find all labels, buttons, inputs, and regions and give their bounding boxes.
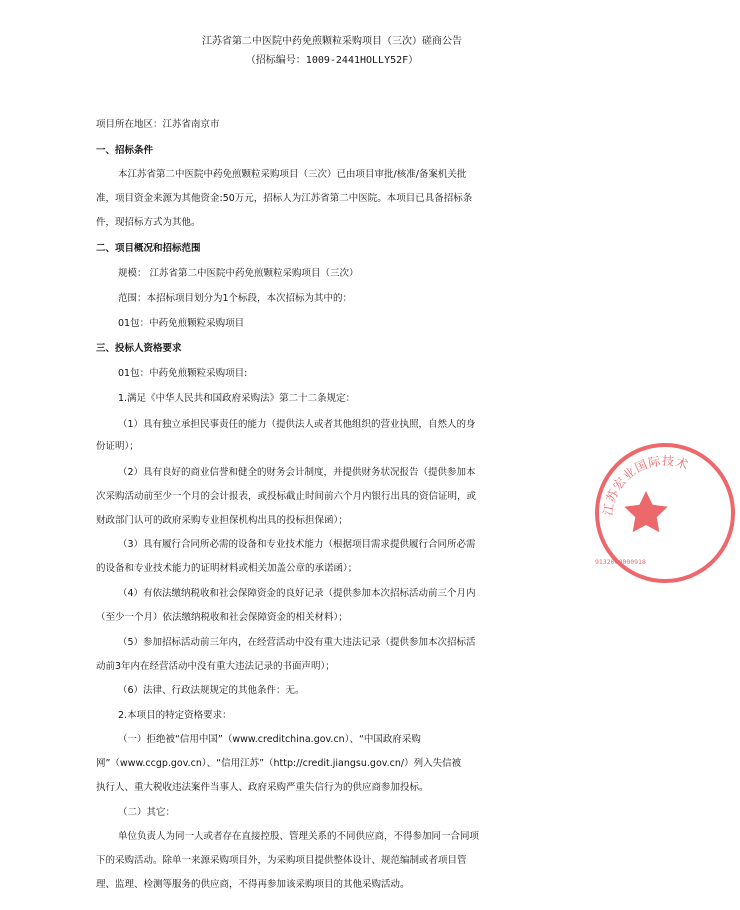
paragraph-line: 的设备和专业技术能力的证明材料或相关加盖公章的承诺函）；	[96, 563, 358, 574]
paragraph-line: 01包：中药免煎颗粒采购项目	[118, 318, 245, 329]
paragraph-line: 件，现招标方式为其他。	[96, 217, 201, 228]
paragraph-line: （5）参加招标活动前三年内，在经营活动中没有重大违法记录（提供参加本次招标活	[118, 637, 476, 648]
paragraph-line: （至少一个月）依法缴纳税收和社会保障资金的相关材料）；	[96, 612, 348, 623]
paragraph-line: 本江苏省第二中医院中药免煎颗粒采购项目（三次）已由项目审批/核准/备案机关批	[118, 169, 467, 180]
paragraph-line: （6）法律、行政法规规定的其他条件：无。	[118, 685, 305, 696]
paragraph-line: 次采购活动前至少一个月的会计报表，或投标截止时间前六个月内银行出具的资信证明，或	[96, 491, 477, 502]
paragraph-line: 01包：中药免煎颗粒采购项目:	[118, 368, 248, 379]
paragraph-line: 份证明）；	[96, 441, 139, 452]
paragraph-line: 理、监理、检测等服务的供应商，不得再参加该采购项目的其他采购活动。	[96, 879, 410, 890]
paragraph-line: 财政部门认可的政府采购专业担保机构出具的投标担保函）；	[96, 515, 348, 526]
document-title: 江苏省第二中医院中药免煎颗粒采购项目（三次）磋商公告	[202, 36, 462, 47]
paragraph-line: 动前3年内在经营活动中没有重大违法记录的书面声明）；	[96, 661, 335, 672]
paragraph-line: 下的采购活动。除单一来源采购项目外，为采购项目提供整体设计、规范编制或者项目管	[96, 855, 467, 866]
section-heading-conditions: 一、招标条件	[96, 145, 154, 156]
paragraph-line: 规模： 江苏省第二中医院中药免煎颗粒采购项目（三次）	[118, 268, 359, 279]
seal-number: 9132000000918	[595, 558, 646, 566]
company-seal	[590, 438, 740, 588]
project-location: 项目所在地区：江苏省南京市	[96, 119, 220, 130]
bid-number: （招标编号：1009-2441HOLLY52F）	[245, 55, 419, 66]
paragraph-line: （3）具有履行合同所必需的设备和专业技术能力（根据项目需求提供履行合同所必需	[118, 539, 476, 550]
paragraph-line: 1.满足《中华人民共和国政府采购法》第二十二条规定：	[118, 393, 356, 404]
seal-star-icon	[624, 491, 667, 532]
paragraph-line: 范围：本招标项目划分为1个标段，本次招标为其中的：	[118, 293, 353, 304]
section-heading-overview: 二、项目概况和招标范围	[96, 243, 201, 254]
paragraph-line: 2.本项目的特定资格要求：	[118, 710, 232, 721]
seal-text: 江苏宏业国际技术	[600, 453, 691, 517]
paragraph-line: 单位负责人为同一人或者存在直接控股、管理关系的不同供应商，不得参加同一合同项	[118, 831, 480, 842]
paragraph-line: 网”（www.ccgp.gov.cn）、“信用江苏”（http://credit.jiangsu.gov.cn/）列入失信被	[96, 758, 462, 769]
paragraph-line: （2）具有良好的商业信誉和健全的财务会计制度，并提供财务状况报告（提供参加本	[118, 467, 476, 478]
paragraph-line: （二）其它：	[118, 807, 176, 818]
paragraph-line: 执行人、重大税收违法案件当事人、政府采购严重失信行为的供应商参加投标。	[96, 782, 429, 793]
paragraph-line: （一）拒绝被“信用中国”（www.creditchina.gov.cn）、“中国政府采购	[118, 734, 421, 745]
paragraph-line: 准，项目资金来源为其他资金:50万元，招标人为江苏省第二中医院。本项目已具备招标条	[96, 193, 473, 204]
paragraph-line: （1）具有独立承担民事责任的能力（提供法人或者其他组织的营业执照，自然人的身	[118, 419, 476, 430]
section-heading-qualifications: 三、投标人资格要求	[96, 343, 182, 354]
paragraph-line: （4）有依法缴纳税收和社会保障资金的良好记录（提供参加本次招标活动前三个月内	[118, 588, 476, 599]
